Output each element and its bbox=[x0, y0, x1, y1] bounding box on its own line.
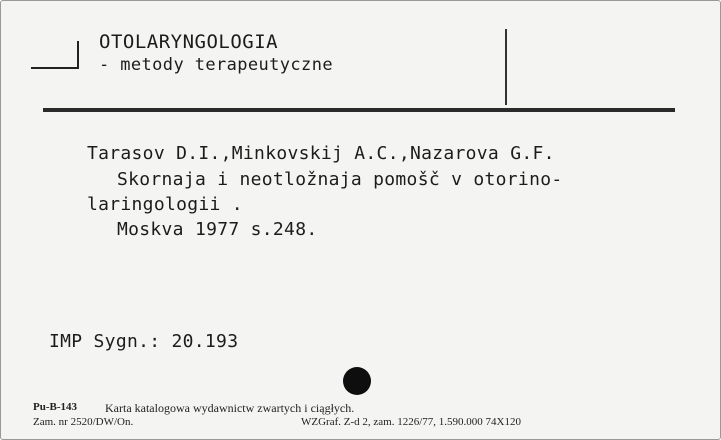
entry-imprint: Moskva 1977 s.248. bbox=[117, 219, 318, 240]
header-horizontal-rule bbox=[43, 108, 675, 112]
subject-subheading: - metody terapeutyczne bbox=[99, 55, 333, 75]
corner-bracket-mark bbox=[31, 41, 77, 69]
entry-authors: Tarasov D.I.,Minkovskij A.C.,Nazarova G.F. bbox=[87, 143, 555, 164]
footer-order-number: Zam. nr 2520/DW/On. bbox=[33, 416, 134, 428]
call-number: IMP Sygn.: 20.193 bbox=[49, 331, 239, 352]
footer-printer-info: WZGraf. Z-d 2, zam. 1226/77, 1.590.000 74X120 bbox=[301, 416, 521, 428]
footer-form-code: Pu-B-143 bbox=[33, 401, 77, 413]
punch-hole bbox=[343, 367, 371, 395]
entry-title-line2: laringologii . bbox=[87, 194, 243, 215]
subject-heading: OTOLARYNGOLOGIA bbox=[99, 31, 279, 53]
footer-form-description: Karta katalogowa wydawnictw zwartych i ciągłych. bbox=[105, 401, 355, 415]
header-vertical-rule bbox=[505, 29, 507, 105]
entry-title-line1: Skornaja i neotložnaja pomošč v otorino- bbox=[117, 169, 563, 190]
